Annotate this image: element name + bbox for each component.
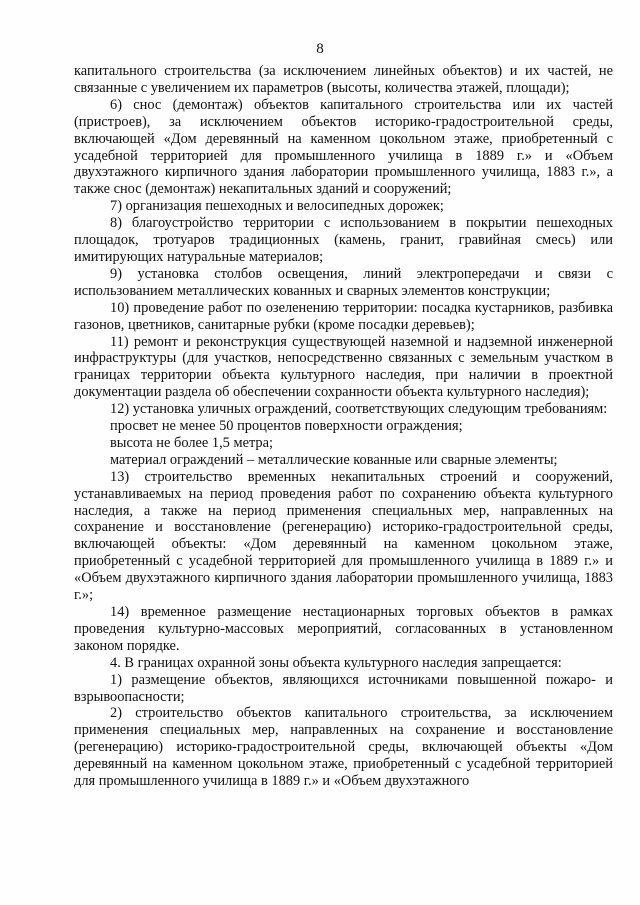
- paragraph-requirement-gap: просвет не менее 50 процентов поверхности ограждения;: [110, 418, 463, 435]
- paragraph-item-11: 11) ремонт и реконструкция существующей наземной и надземной инженерной инфраструктуры (для участков, непосредственно связанных с земельным участком в границах территории объекта культурного наследия, при наличии в проектной документации раздела об обеспечении сохранности объекта культурного наследия);: [74, 333, 613, 401]
- paragraph-item-7: 7) организация пешеходных и велосипедных дорожек;: [110, 198, 444, 215]
- paragraph-item-13: 13) строительство временных некапитальных строений и сооружений, устанавливаемых на период проведения работ по сохранению объекта культурного наследия, а также на период применения специальных мер, направленных на сохранение и восстановление (регенерацию) историко-градостроительной среды, включающей объекты: «Дом деревянный на каменном цокольном этаже, приобретенный с усадебной территорией для промышленного училища в 1889 г.» и «Объем двухэтажного кирпичного здания лаборатории промышленного училища, 1883 г.»;: [74, 468, 613, 604]
- paragraph-item-14: 14) временное размещение нестационарных торговых объектов в рамках проведения культурно-массовых мероприятий, согласованных в установленном законом порядке.: [74, 604, 613, 654]
- page-number: 8: [316, 41, 324, 57]
- paragraph-prohibited-1: 1) размещение объектов, являющихся источниками повышенной пожаро- и взрывоопасности;: [74, 671, 613, 705]
- paragraph-item-6: 6) снос (демонтаж) объектов капитального строительства или их частей (пристроев), за исключением объектов историко-градостроительной среды, включающей «Дом деревянный на каменном цокольном этаже, приобретенный с усадебной территорией для промышленного училища в 1889 г.» и «Объем двухэтажного кирпичного здания лаборатории промышленного училища, 1883 г.», а также снос (демонтаж) некапитальных зданий и сооружений;: [74, 96, 613, 198]
- paragraph-requirement-material: материал ограждений – металлические кованные или сварные элементы;: [110, 451, 558, 468]
- paragraph-section-4: 4. В границах охранной зоны объекта культурного наследия запрещается:: [110, 654, 562, 671]
- paragraph-item-12: 12) установка уличных ограждений, соответствующих следующим требованиям:: [110, 401, 608, 418]
- paragraph-requirement-height: высота не более 1,5 метра;: [110, 434, 273, 451]
- paragraph-item-9: 9) установка столбов освещения, линий электропередачи и связи с использованием металлических кованных и сварных элементов конструкции;: [74, 265, 613, 299]
- paragraph-continuation: капитального строительства (за исключением линейных объектов) и их частей, не связанные с увеличением их параметров (высоты, количества этажей, площади);: [74, 63, 613, 96]
- document-body: [74, 63, 613, 790]
- paragraph-item-8: 8) благоустройство территории с использованием в покрытии пешеходных площадок, тротуаров традиционных (камень, гранит, гравийная смесь) или имитирующих натуральные материалов;: [74, 215, 613, 265]
- paragraph-prohibited-2: 2) строительство объектов капитального строительства, за исключением применения специальных мер, направленных на сохранение и восстановление (регенерацию) историко-градостроительной среды, включающей объекты «Дом деревянный на каменном цокольном этаже, приобретенный с усадебной территорией для промышленного училища в 1889 г.» и «Объем двухэтажного: [74, 705, 613, 790]
- paragraph-item-10: 10) проведение работ по озеленению территории: посадка кустарников, разбивка газонов, цветников, санитарные рубки (кроме посадки деревьев);: [74, 299, 613, 333]
